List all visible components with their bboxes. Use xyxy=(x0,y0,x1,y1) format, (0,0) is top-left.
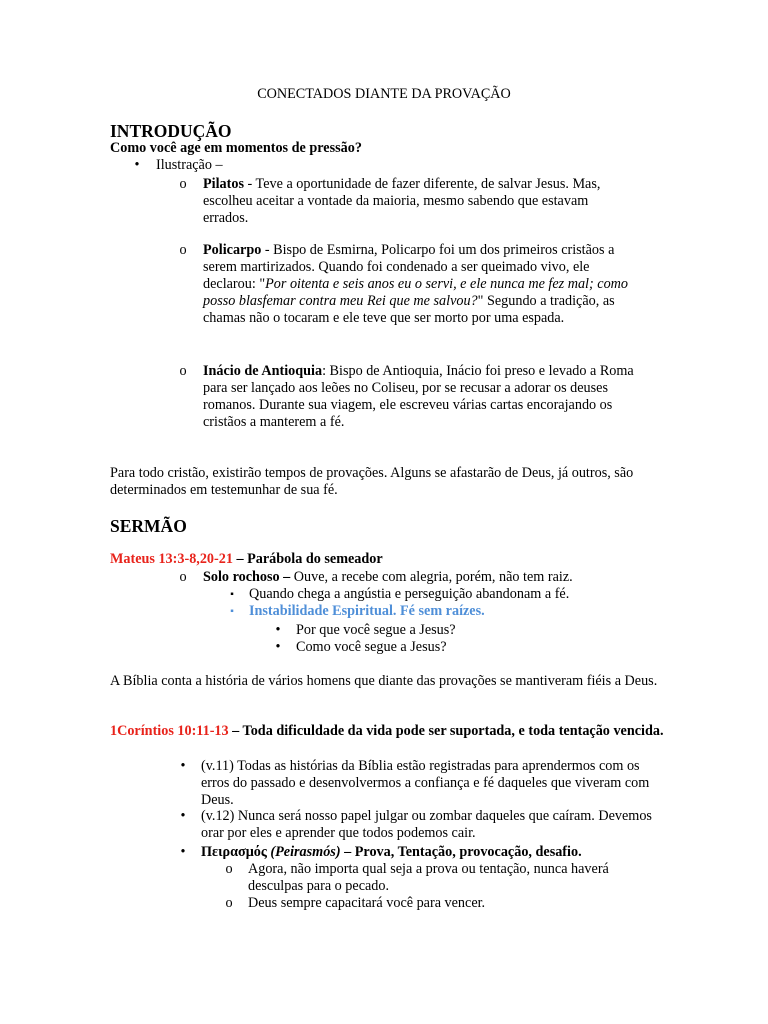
list-item-peirasmos xyxy=(176,844,662,861)
circle-marker: o xyxy=(179,242,187,258)
question-text: Por que você segue a Jesus? xyxy=(296,622,456,638)
greek-definition: – Prova, Tentação, provocação, desafio. xyxy=(340,844,582,860)
bullet-marker: • xyxy=(180,844,186,860)
list-item-text xyxy=(203,363,636,431)
square-marker: ▪ xyxy=(230,589,234,600)
item-name: Solo rochoso – xyxy=(203,569,291,585)
item-name: Policarpo xyxy=(203,242,262,258)
list-item-policarpo xyxy=(176,242,636,327)
bullet-marker: • xyxy=(275,639,281,655)
item-quote: Por oitenta e seis anos eu o servi, e ele nunca me fez mal; como posso blasfemar contra meu Rei que me salvou? xyxy=(203,276,629,309)
sub-item-agora xyxy=(222,861,662,895)
item-text: - Teve a oportunidade de fazer diferente, de salvar Jesus. Mas, escolheu aceitar a vontade da maioria, mesmo sabendo que estavam errados. xyxy=(203,176,601,226)
item-text: Ouve, a recebe com alegria, porém, não tem raiz. xyxy=(290,569,573,585)
sub-item-text: Deus sempre capacitará você para vencer. xyxy=(248,895,486,911)
bible-paragraph: A Bíblia conta a história de vários homens que diante das provações se mantiveram fiéis a Deus. xyxy=(110,673,658,689)
scripture-heading-mateus xyxy=(110,551,383,568)
question-text: Como você segue a Jesus? xyxy=(296,639,447,655)
list-item-text: (v.11) Todas as histórias da Bíblia estão registradas para aprendermos com os erros do passado e desenvolvermos a confiança e fé daqueles que viveram com Deus. xyxy=(201,758,650,808)
item-text-after: " Segundo a tradição, as chamas não o tocaram e ele teve que ser morto por uma espada. xyxy=(203,293,615,326)
greek-word: Πειρασμός xyxy=(201,844,271,860)
circle-marker: o xyxy=(225,861,233,877)
item-text: - Bispo de Esmirna, Policarpo foi um dos primeiros cristãos a serem martirizados. Quando foi condenado a ser queimado vivo, ele declarou: " xyxy=(203,242,615,292)
sub-item-angustia xyxy=(225,586,665,603)
list-item-text xyxy=(203,569,646,586)
scripture-ref: Mateus 13:3-8,20-21 xyxy=(110,551,233,567)
bullet-marker: • xyxy=(275,622,281,638)
list-item-text xyxy=(203,176,636,227)
sermon-heading: SERMÃO xyxy=(110,516,187,536)
list-item-text xyxy=(203,242,636,327)
intro-closing-paragraph: Para todo cristão, existirão tempos de provações. Alguns se afastarão de Deus, já outros, são determinados em testemunhar de sua fé. xyxy=(110,465,634,498)
item-name: Inácio de Antioquia xyxy=(203,363,323,379)
question-item-1 xyxy=(271,622,671,639)
sub-item-text: Instabilidade Espiritual. Fé sem raízes. xyxy=(249,603,485,619)
greek-transliteration: (Peirasmós) xyxy=(270,844,341,860)
list-item-inacio xyxy=(176,363,636,431)
scripture-heading-corintios xyxy=(110,723,670,740)
scripture-ref: 1Coríntios 10:11-13 xyxy=(110,723,229,739)
item-text: : Bispo de Antioquia, Inácio foi preso e levado a Roma para ser lançado aos leões no Coliseu, por se recusar a adorar os deuses romanos. Durante sua viagem, ele escreveu várias cartas encorajando os cristãos a manterem a fé. xyxy=(203,363,634,430)
circle-marker: o xyxy=(225,895,233,911)
list-item-text xyxy=(201,844,662,861)
bullet-marker: • xyxy=(180,808,186,824)
sub-item-text: Quando chega a angústia e perseguição abandonam a fé. xyxy=(249,586,570,602)
bullet-marker: • xyxy=(134,157,140,173)
scripture-title: – Toda dificuldade da vida pode ser suportada, e toda tentação vencida. xyxy=(228,723,664,739)
list-item-v12 xyxy=(176,808,662,842)
list-item-text: (v.12) Nunca será nosso papel julgar ou zombar daqueles que caíram. Devemos orar por eles e aprender que todos podemos cair. xyxy=(201,808,652,841)
circle-marker: o xyxy=(179,176,187,192)
intro-heading: INTRODUÇÃO xyxy=(110,121,232,141)
scripture-title: – Parábola do semeador xyxy=(232,551,383,567)
circle-marker: o xyxy=(179,363,187,379)
list-item-pilatos xyxy=(176,176,636,227)
sub-item-text: Agora, não importa qual seja a prova ou tentação, nunca haverá desculpas para o pecado. xyxy=(248,861,609,894)
list-item-v11 xyxy=(176,758,662,809)
bullet-marker: • xyxy=(180,758,186,774)
illustration-label: Ilustração – xyxy=(156,157,223,173)
question-item-2 xyxy=(271,639,671,656)
document-title: CONECTADOS DIANTE DA PROVAÇÃO xyxy=(257,86,511,102)
sub-item-deus xyxy=(222,895,662,912)
circle-marker: o xyxy=(179,569,187,585)
list-item-solo-rochoso xyxy=(176,569,646,586)
sub-item-instabilidade xyxy=(225,603,665,620)
intro-question: Como você age em momentos de pressão? xyxy=(110,140,362,156)
item-name: Pilatos xyxy=(203,176,244,192)
square-marker: ▪ xyxy=(230,606,234,617)
